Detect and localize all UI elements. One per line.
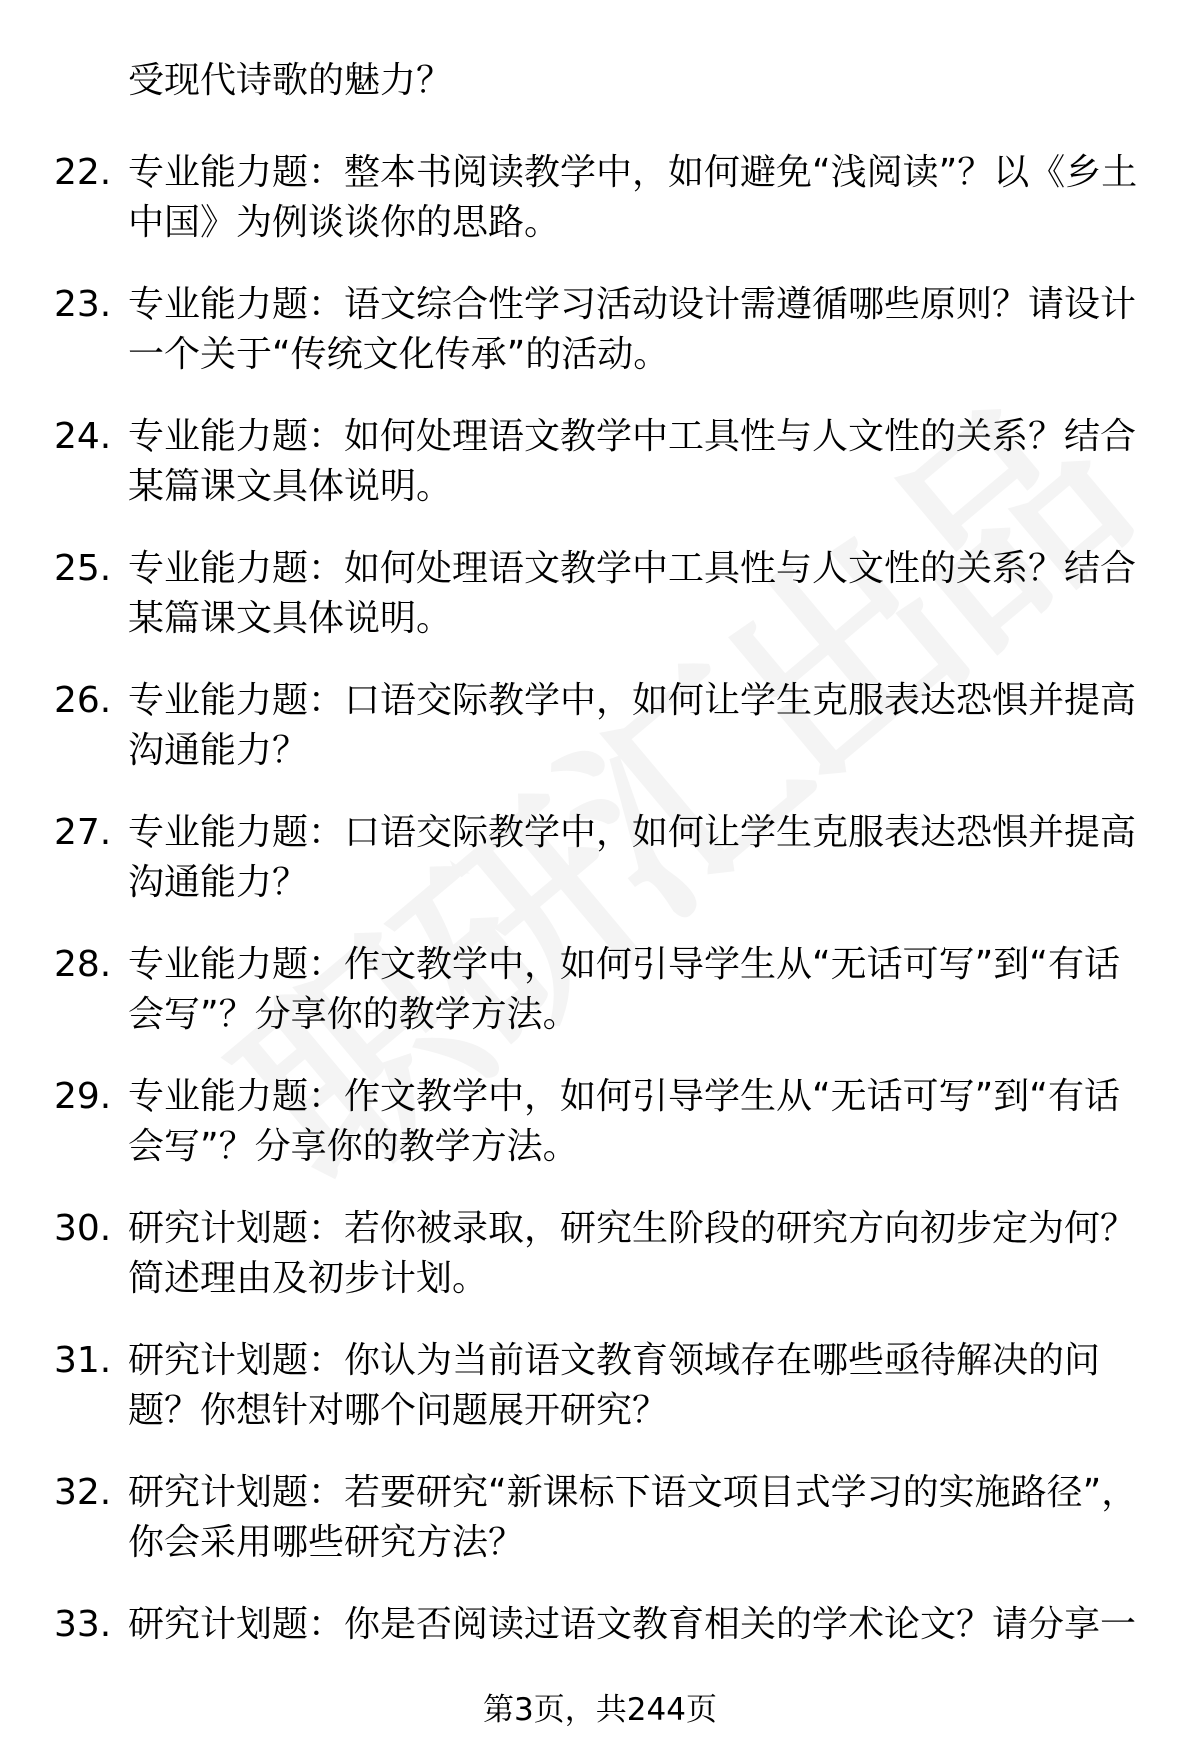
- question-item: [0, 148, 1200, 280]
- question-text: 专业能力题：口语交际教学中，如何让学生克服表达恐惧并提高沟通能力？: [128, 812, 1137, 903]
- question-number: 27.: [54, 812, 112, 853]
- question-text: 研究计划题：你是否阅读过语文教育相关的学术论文？请分享一: [128, 1604, 1137, 1645]
- question-number: 33.: [54, 1604, 112, 1645]
- question-number: 25.: [54, 548, 112, 589]
- question-item: [0, 280, 1200, 412]
- question-number: 24.: [54, 416, 112, 457]
- question-number: 30.: [54, 1208, 112, 1249]
- question-text: 研究计划题：你认为当前语文教育领域存在哪些亟待解决的问题？你想针对哪个问题展开研究？: [128, 1340, 1101, 1431]
- question-item: [0, 1336, 1200, 1468]
- question-text: 专业能力题：作文教学中，如何引导学生从“无话可写”到“有话会写”？分享你的教学方法。: [128, 944, 1120, 1035]
- question-item: [0, 1468, 1200, 1600]
- question-item: [0, 544, 1200, 676]
- question-text: 研究计划题：若你被录取，研究生阶段的研究方向初步定为何？简述理由及初步计划。: [128, 1208, 1137, 1299]
- question-text: 专业能力题：整本书阅读教学中，如何避免“浅阅读”？以《乡土中国》为例谈谈你的思路。: [128, 152, 1138, 243]
- question-text: 专业能力题：作文教学中，如何引导学生从“无话可写”到“有话会写”？分享你的教学方法。: [128, 1076, 1120, 1167]
- question-item: [0, 1204, 1200, 1336]
- question-text: 专业能力题：如何处理语文教学中工具性与人文性的关系？结合某篇课文具体说明。: [128, 548, 1137, 639]
- question-list: [0, 148, 1200, 1732]
- question-text: 专业能力题：口语交际教学中，如何让学生克服表达恐惧并提高沟通能力？: [128, 680, 1137, 771]
- question-number: 22.: [54, 152, 112, 193]
- page-footer: 第3页，共244页: [483, 1692, 717, 1728]
- question-text: 专业能力题：语文综合性学习活动设计需遵循哪些原则？请设计一个关于“传统文化传承”的活动。: [128, 284, 1137, 375]
- question-number: 23.: [54, 284, 112, 325]
- continuation-text: 受现代诗歌的魅力？: [128, 60, 453, 101]
- question-item: [0, 940, 1200, 1072]
- question-number: 32.: [54, 1472, 112, 1513]
- question-text: 研究计划题：若要研究“新课标下语文项目式学习的实施路径”，你会采用哪些研究方法？: [128, 1472, 1138, 1563]
- question-item: [0, 412, 1200, 544]
- question-number: 29.: [54, 1076, 112, 1117]
- question-number: 28.: [54, 944, 112, 985]
- question-text: 专业能力题：如何处理语文教学中工具性与人文性的关系？结合某篇课文具体说明。: [128, 416, 1137, 507]
- question-number: 26.: [54, 680, 112, 721]
- question-item: [0, 676, 1200, 808]
- question-item: [0, 808, 1200, 940]
- question-item: [0, 1072, 1200, 1204]
- question-number: 31.: [54, 1340, 112, 1381]
